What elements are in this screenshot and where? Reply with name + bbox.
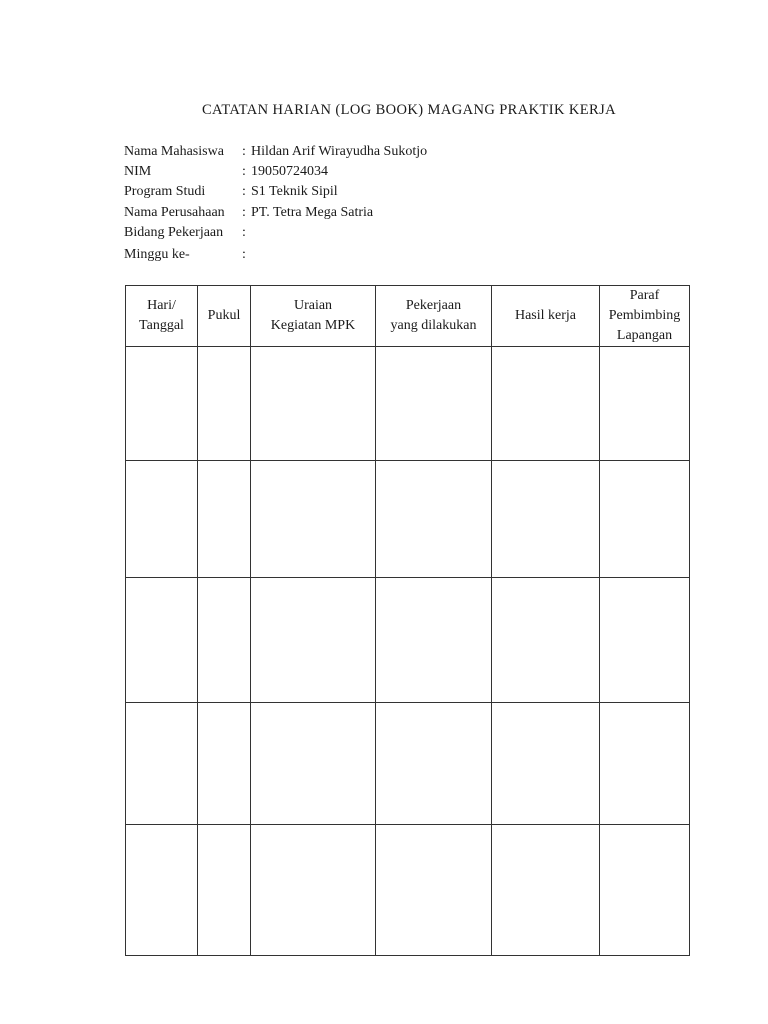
table-cell[interactable] bbox=[198, 461, 251, 578]
info-value: Hildan Arif Wirayudha Sukotjo bbox=[251, 144, 428, 159]
table-cell[interactable] bbox=[492, 703, 600, 825]
header-work-result: Hasil kerja bbox=[492, 286, 600, 347]
info-row-company bbox=[124, 203, 427, 223]
info-colon: : bbox=[242, 224, 246, 240]
table-cell[interactable] bbox=[376, 347, 492, 461]
table-cell[interactable] bbox=[126, 825, 198, 956]
table-cell[interactable] bbox=[251, 461, 376, 578]
table-cell[interactable] bbox=[198, 825, 251, 956]
table-cell[interactable] bbox=[126, 578, 198, 703]
header-activity-description: Uraian Kegiatan MPK bbox=[251, 286, 376, 347]
table-cell[interactable] bbox=[251, 703, 376, 825]
table-cell[interactable] bbox=[251, 347, 376, 461]
table-cell[interactable] bbox=[600, 578, 690, 703]
info-colon: : bbox=[242, 184, 246, 200]
info-colon: : bbox=[242, 164, 246, 180]
info-row-work-field bbox=[124, 223, 427, 243]
table-cell[interactable] bbox=[198, 347, 251, 461]
table-row bbox=[126, 703, 690, 825]
table-cell[interactable] bbox=[126, 461, 198, 578]
table-cell[interactable] bbox=[600, 703, 690, 825]
table-cell[interactable] bbox=[198, 703, 251, 825]
info-row-study-program bbox=[124, 182, 427, 202]
header-work-done: Pekerjaan yang dilakukan bbox=[376, 286, 492, 347]
info-colon: : bbox=[242, 247, 246, 263]
table-cell[interactable] bbox=[251, 578, 376, 703]
info-label: Program Studi bbox=[124, 184, 206, 200]
header-supervisor-signature: Paraf Pembimbing Lapangan bbox=[600, 286, 690, 347]
info-row-week bbox=[124, 245, 427, 265]
info-row-student-name bbox=[124, 142, 427, 162]
header-date: Hari/ Tanggal bbox=[126, 286, 198, 347]
table-cell[interactable] bbox=[126, 703, 198, 825]
header-time: Pukul bbox=[198, 286, 251, 347]
table-row bbox=[126, 461, 690, 578]
table-cell[interactable] bbox=[600, 461, 690, 578]
table-cell[interactable] bbox=[198, 578, 251, 703]
table-row bbox=[126, 825, 690, 956]
info-value: PT. Tetra Mega Satria bbox=[251, 204, 374, 220]
table-cell[interactable] bbox=[492, 461, 600, 578]
table-cell[interactable] bbox=[376, 703, 492, 825]
table-cell[interactable] bbox=[492, 825, 600, 956]
info-value: S1 Teknik Sipil bbox=[251, 184, 338, 200]
info-label: Bidang Pekerjaan bbox=[124, 224, 224, 240]
info-value: 19050724034 bbox=[251, 164, 328, 180]
info-colon: : bbox=[242, 204, 246, 220]
table-cell[interactable] bbox=[251, 825, 376, 956]
table-row bbox=[126, 347, 690, 461]
document-title: CATATAN HARIAN (LOG BOOK) MAGANG PRAKTIK KERJA bbox=[201, 102, 616, 118]
table-row bbox=[126, 578, 690, 703]
table-cell[interactable] bbox=[376, 578, 492, 703]
table-cell[interactable] bbox=[600, 347, 690, 461]
info-colon: : bbox=[242, 144, 246, 159]
info-label: Nama Perusahaan bbox=[124, 204, 225, 220]
student-info bbox=[124, 142, 427, 265]
table-cell[interactable] bbox=[492, 578, 600, 703]
table-cell[interactable] bbox=[126, 347, 198, 461]
info-label: NIM bbox=[124, 164, 152, 180]
table-cell[interactable] bbox=[376, 461, 492, 578]
info-label: Nama Mahasiswa bbox=[124, 144, 224, 159]
table-cell[interactable] bbox=[376, 825, 492, 956]
log-table bbox=[125, 285, 690, 956]
table-cell[interactable] bbox=[492, 347, 600, 461]
info-row-nim bbox=[124, 162, 427, 182]
table-header-row bbox=[126, 286, 690, 347]
info-label: Minggu ke- bbox=[124, 247, 190, 263]
table-cell[interactable] bbox=[600, 825, 690, 956]
